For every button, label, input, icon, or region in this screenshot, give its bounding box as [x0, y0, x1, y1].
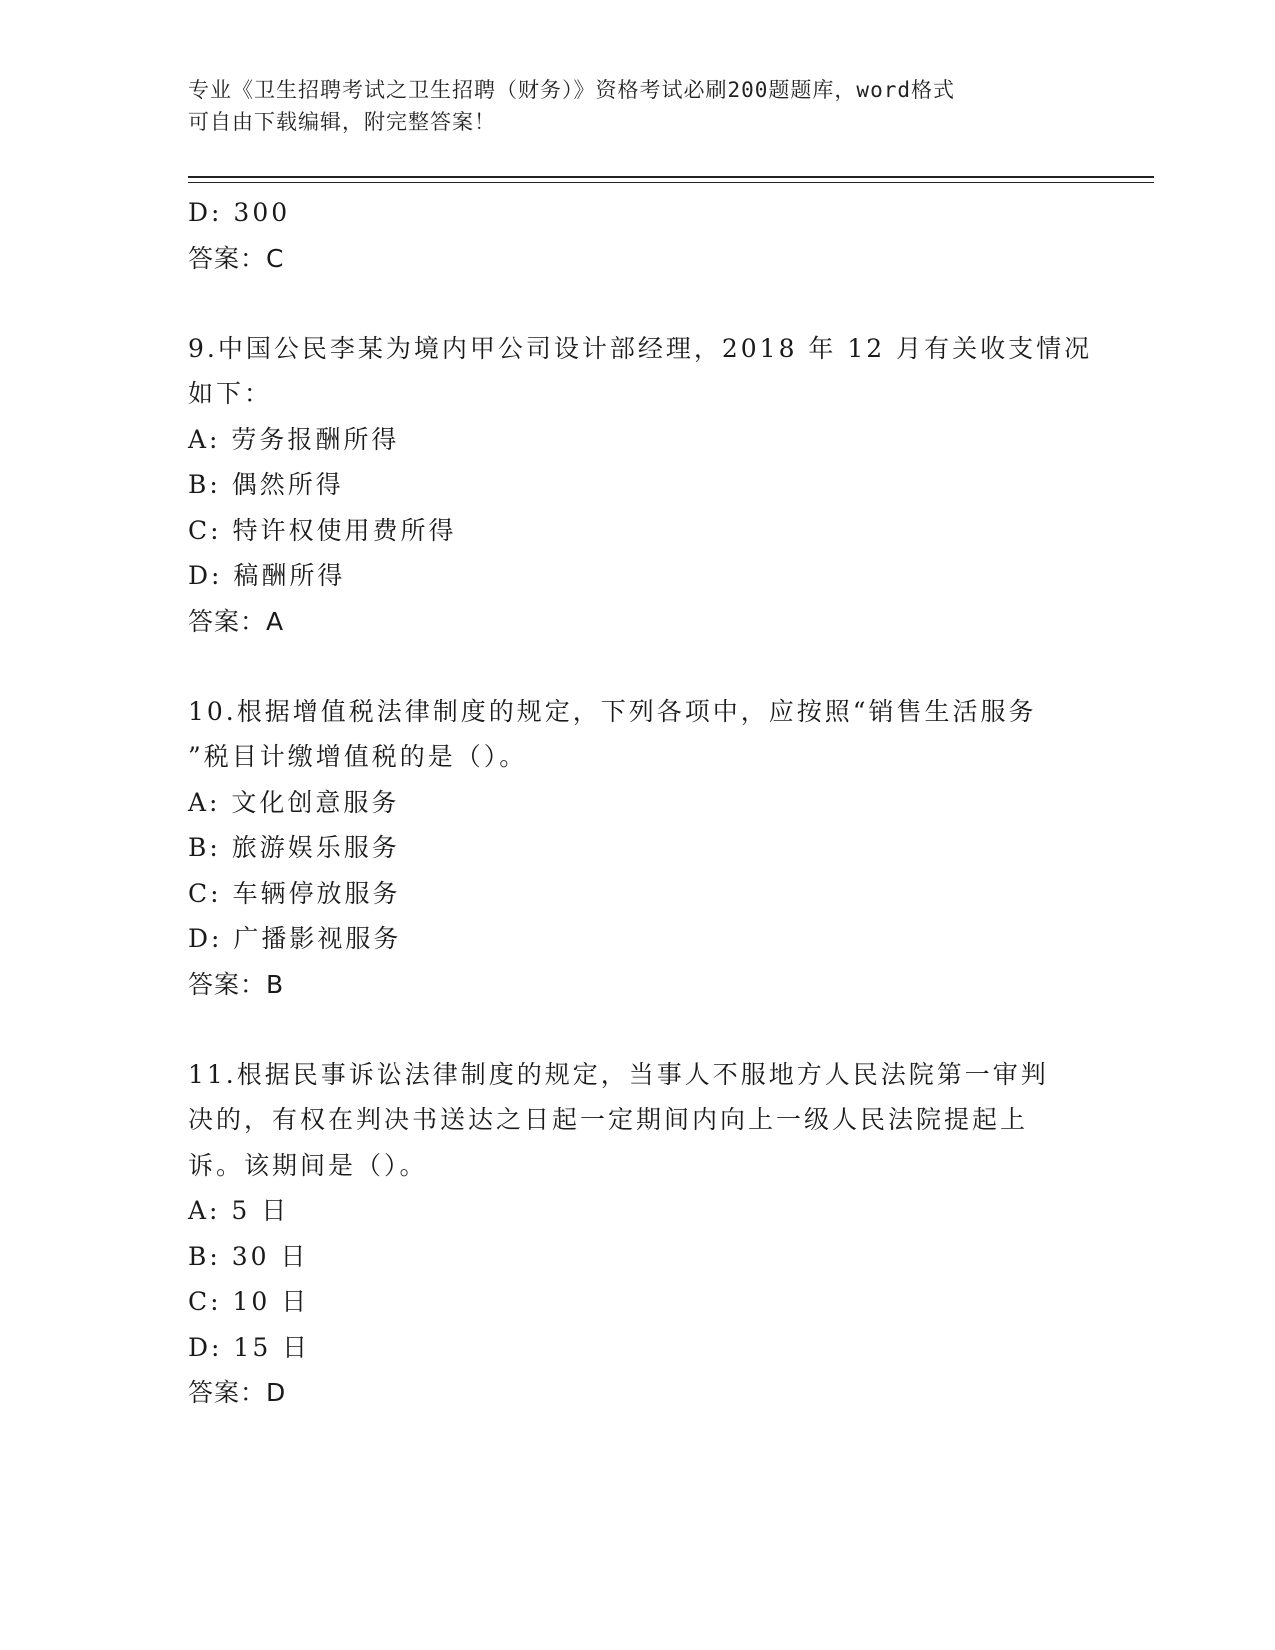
question-9 [188, 326, 1093, 645]
question-text-line: 10.根据增值税法律制度的规定，下列各项中，应按照“销售生活服务 [188, 696, 1037, 726]
question-text-line: 如下： [188, 379, 273, 408]
question-text-line: 11.根据民事诉讼法律制度的规定，当事人不服地方人民法院第一审判 [188, 1059, 1049, 1089]
question-text-line: 诉。该期间是（）。 [188, 1150, 428, 1180]
option-d: D: 稿酬所得 [188, 561, 346, 590]
question-text-line: ”税目计缴增值税的是（）。 [188, 742, 528, 771]
option-c: C: 车辆停放服务 [188, 878, 401, 908]
question-text-line: 决的，有权在判决书送达之日起一定期间内向上一级人民法院提起上 [188, 1105, 1029, 1134]
question-11 [188, 1052, 1088, 1417]
question-10 [188, 689, 1088, 1008]
header-title-line-1: 专业《卫生招聘考试之卫生招聘（财务）》资格考试必刷200题题库，word格式 [188, 78, 955, 102]
option-a: A: 劳务报酬所得 [188, 424, 400, 454]
header-title-line-2: 可自由下载编辑，附完整答案！ [188, 110, 496, 134]
option-d: D: 广播影视服务 [188, 924, 402, 953]
option-c: C: 10 日 [188, 1287, 310, 1316]
question-text-line: 9.中国公民李某为境内甲公司设计部经理，2018 年 12 月有关收支情况 [188, 333, 1093, 363]
option-b: B: 旅游娱乐服务 [188, 833, 400, 862]
option-b: B: 偶然所得 [188, 470, 344, 499]
answer-line: 答案：C [188, 243, 285, 273]
option-c: C: 特许权使用费所得 [188, 515, 457, 545]
header-divider-thick [188, 176, 1154, 178]
option-b: B: 30 日 [188, 1241, 309, 1271]
question-list [188, 190, 1093, 1416]
answer-line: 答案：B [188, 969, 285, 999]
answer-line: 答案：A [188, 606, 285, 636]
answer-line: 答案：D [188, 1378, 287, 1407]
option-d: D: 300 [188, 198, 291, 227]
option-a: A: 5 日 [188, 1196, 290, 1225]
header-divider-thin [188, 182, 1154, 183]
previous-question-tail [188, 190, 1088, 282]
page-header [188, 74, 1068, 138]
option-a: A: 文化创意服务 [188, 787, 400, 817]
option-d: D: 15 日 [188, 1332, 311, 1362]
